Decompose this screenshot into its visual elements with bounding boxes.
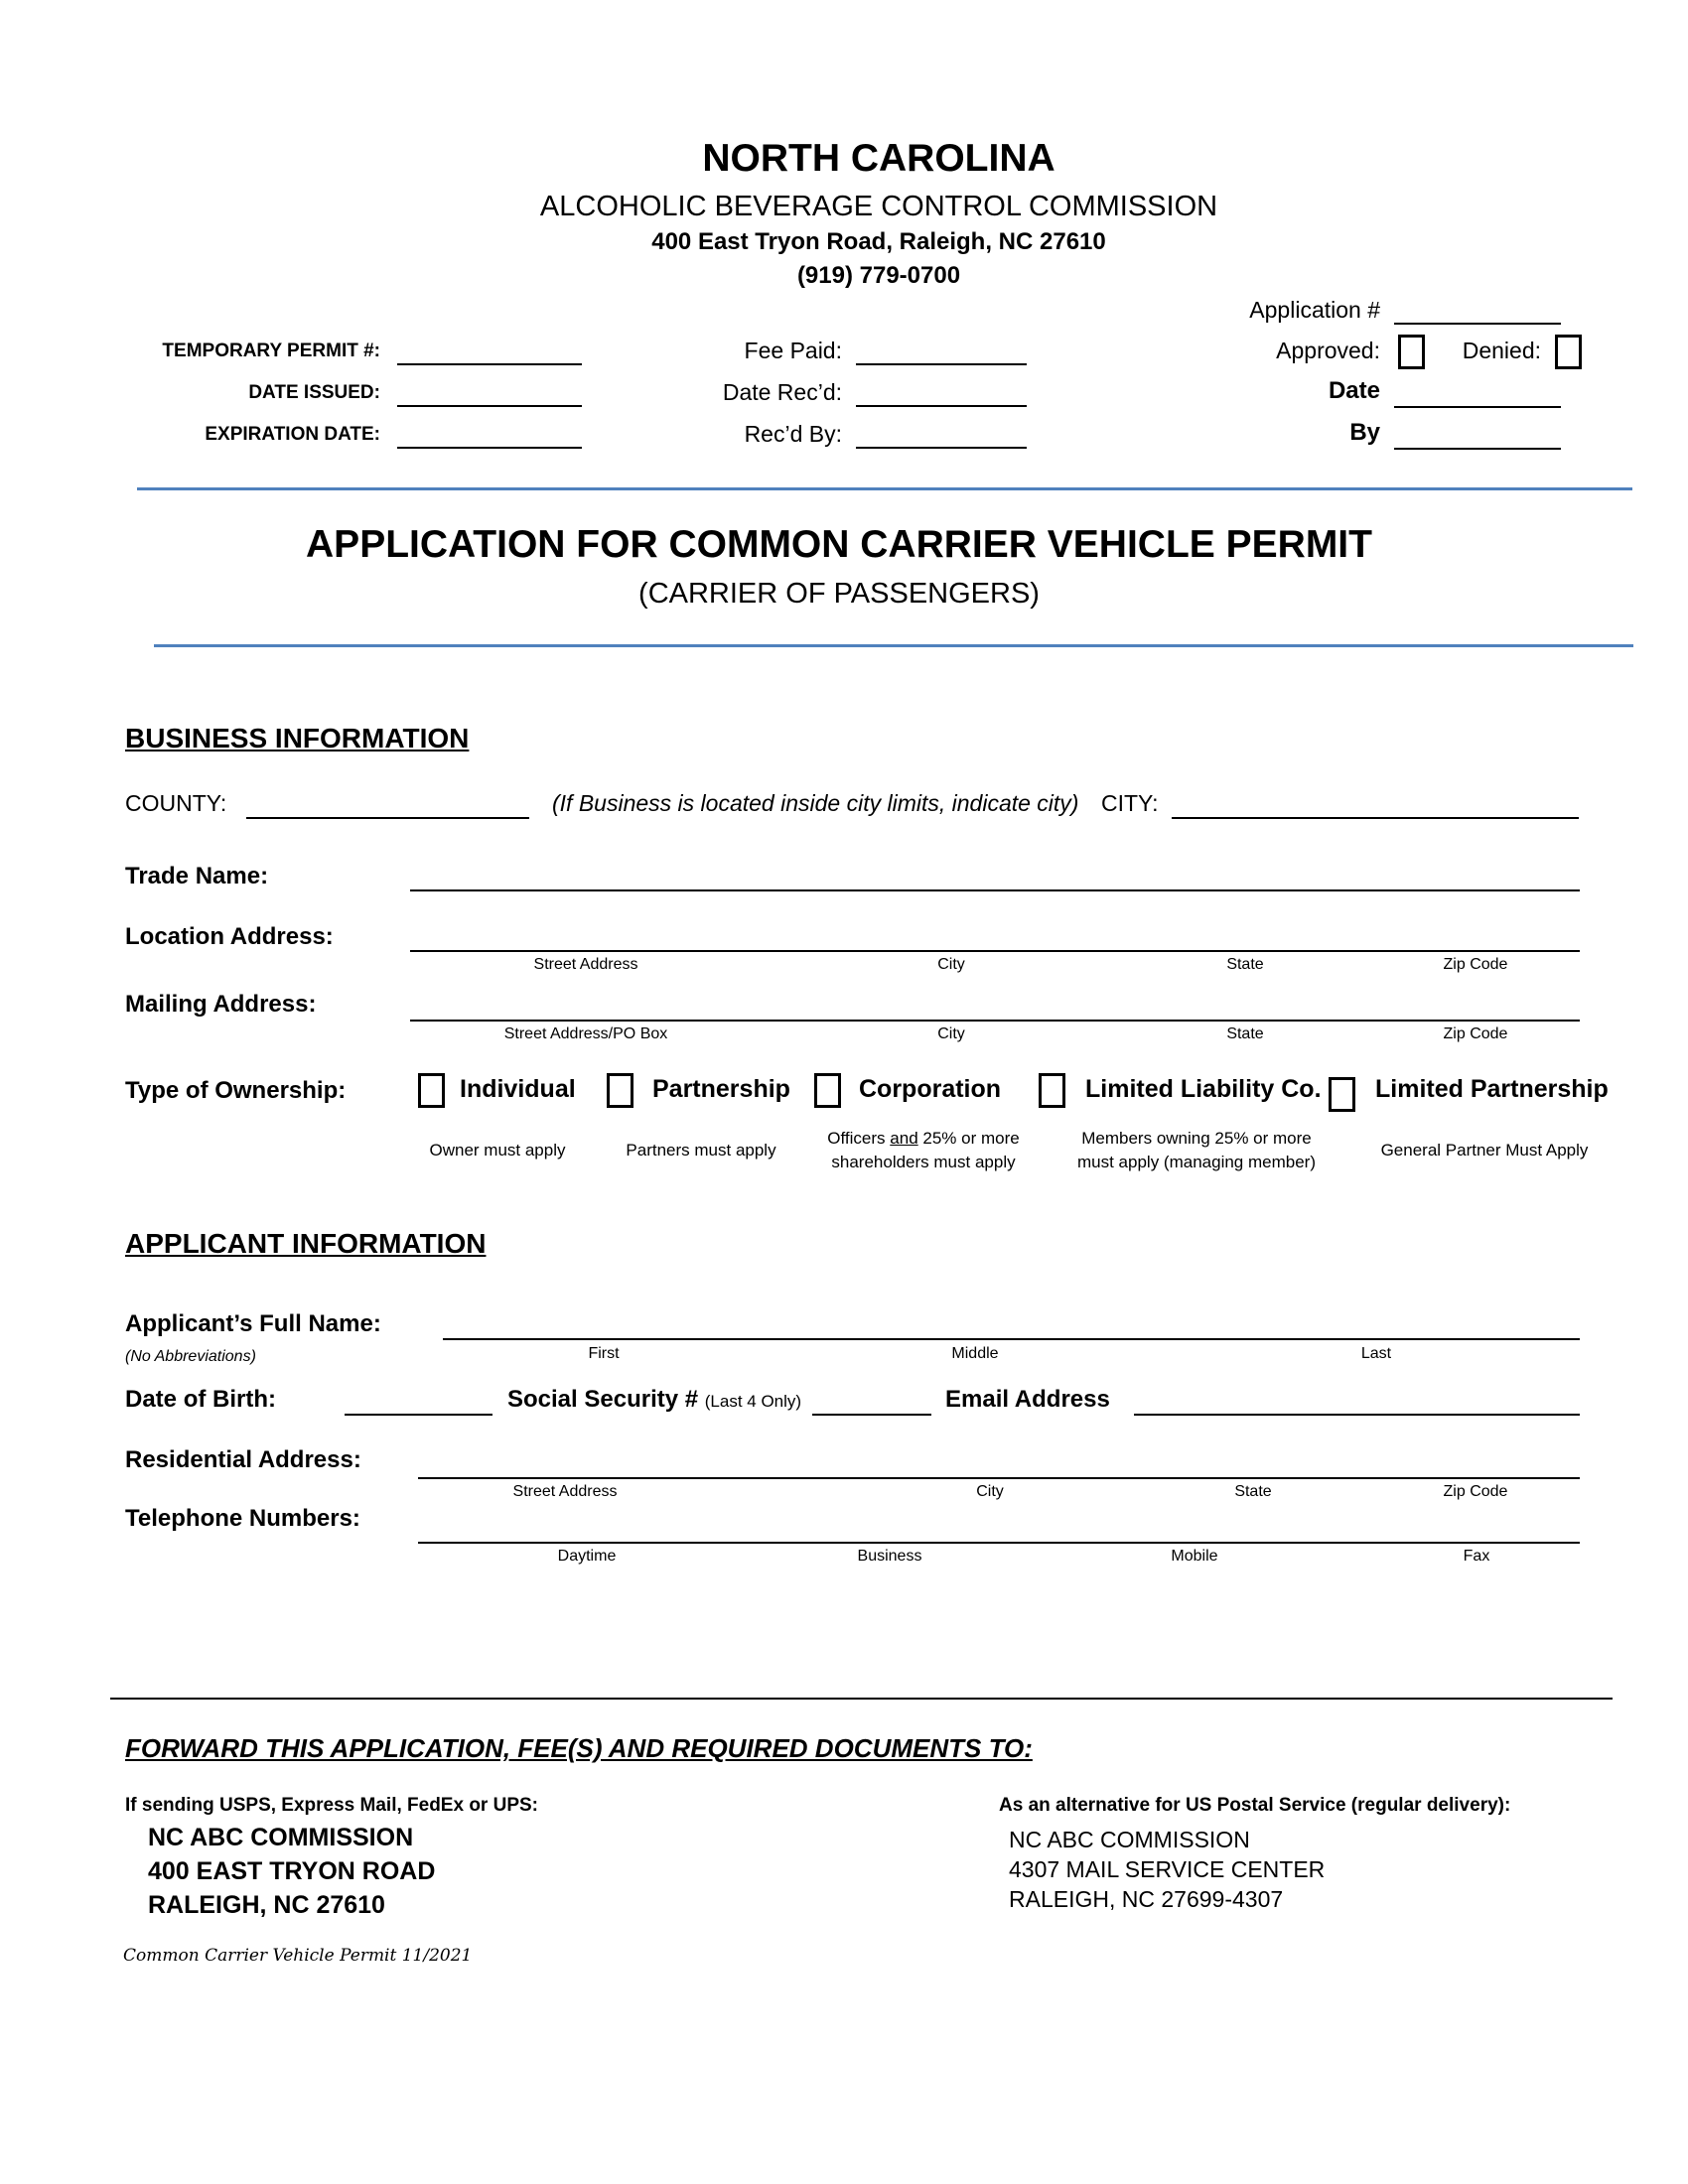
application-no-label: Application # xyxy=(1249,297,1380,323)
title-divider xyxy=(154,644,1633,647)
ownership-individual-note: Owner must apply xyxy=(429,1141,566,1160)
date-field[interactable] xyxy=(1394,406,1561,408)
loc-zip-sub: Zip Code xyxy=(1443,956,1508,973)
date-issued-label: DATE ISSUED: xyxy=(248,382,380,403)
denied-checkbox[interactable] xyxy=(1555,335,1582,369)
location-address-label: Location Address: xyxy=(125,923,334,950)
city-label: CITY: xyxy=(1101,790,1159,816)
date-issued-field[interactable] xyxy=(397,405,582,407)
ownership-corporation-label: Corporation xyxy=(859,1075,1002,1103)
ownership-llc-note2: must apply (managing member) xyxy=(1077,1153,1316,1171)
forward-right-intro: As an alternative for US Postal Service (regular delivery): xyxy=(999,1795,1511,1816)
form-subtitle: (CARRIER OF PASSENGERS) xyxy=(638,578,1040,610)
forward-right-line-2: 4307 MAIL SERVICE CENTER xyxy=(1009,1856,1326,1882)
mail-zip-sub: Zip Code xyxy=(1443,1025,1508,1042)
application-no-field[interactable] xyxy=(1394,323,1561,325)
full-name-label: Applicant’s Full Name: xyxy=(125,1310,381,1337)
ownership-individual-checkbox[interactable] xyxy=(418,1073,445,1108)
full-name-field[interactable] xyxy=(443,1338,1580,1340)
phone-mobile-sub: Mobile xyxy=(1171,1548,1218,1565)
ownership-corporation-note: Officers and 25% or more xyxy=(827,1129,1020,1148)
ownership-label: Type of Ownership: xyxy=(125,1077,347,1104)
ownership-lp-checkbox[interactable] xyxy=(1329,1077,1355,1112)
ownership-partnership-label: Partnership xyxy=(652,1075,790,1103)
mail-city-sub: City xyxy=(937,1025,965,1042)
by-field[interactable] xyxy=(1394,448,1561,450)
date-recd-label: Date Rec’d: xyxy=(722,379,842,405)
phone-fax-sub: Fax xyxy=(1463,1548,1490,1565)
applicant-section-heading: APPLICANT INFORMATION xyxy=(125,1228,487,1259)
mail-state-sub: State xyxy=(1226,1025,1264,1042)
name-last-sub: Last xyxy=(1360,1345,1392,1362)
forward-divider xyxy=(110,1698,1613,1700)
ownership-lp-label: Limited Partnership xyxy=(1375,1075,1609,1103)
loc-street-sub: Street Address xyxy=(533,956,638,973)
res-zip-sub: Zip Code xyxy=(1443,1483,1508,1500)
by-label: By xyxy=(1349,419,1380,446)
recd-by-label: Rec’d By: xyxy=(744,421,842,447)
ownership-llc-checkbox[interactable] xyxy=(1039,1073,1065,1108)
fee-paid-label: Fee Paid: xyxy=(744,338,842,363)
dob-field[interactable] xyxy=(345,1414,492,1416)
ownership-corporation-checkbox[interactable] xyxy=(814,1073,841,1108)
trade-name-field[interactable] xyxy=(410,889,1580,891)
form-title: APPLICATION FOR COMMON CARRIER VEHICLE PERMIT xyxy=(306,523,1372,566)
city-field[interactable] xyxy=(1172,817,1579,819)
phone-business-sub: Business xyxy=(857,1548,922,1565)
date-label: Date xyxy=(1328,377,1380,404)
ownership-llc-label: Limited Liability Co. xyxy=(1085,1075,1322,1103)
city-note: (If Business is located inside city limits, indicate city) xyxy=(552,790,1079,816)
header-address: 400 East Tryon Road, Raleigh, NC 27610 xyxy=(651,228,1106,255)
ownership-partnership-checkbox[interactable] xyxy=(607,1073,633,1108)
res-street-sub: Street Address xyxy=(512,1483,618,1500)
no-abbrev-note: (No Abbreviations) xyxy=(125,1348,256,1365)
res-state-sub: State xyxy=(1234,1483,1272,1500)
res-city-sub: City xyxy=(976,1483,1004,1500)
header-agency: ALCOHOLIC BEVERAGE CONTROL COMMISSION xyxy=(539,191,1218,222)
location-address-field[interactable] xyxy=(410,950,1580,952)
forward-heading: FORWARD THIS APPLICATION, FEE(S) AND REQUIRED DOCUMENTS TO: xyxy=(125,1733,1033,1763)
ownership-corporation-note2: shareholders must apply xyxy=(831,1153,1016,1171)
mailing-address-label: Mailing Address: xyxy=(125,991,317,1018)
loc-state-sub: State xyxy=(1226,956,1264,973)
ownership-llc-note: Members owning 25% or more xyxy=(1081,1129,1312,1148)
denied-label: Denied: xyxy=(1462,338,1541,363)
ownership-lp-note: General Partner Must Apply xyxy=(1380,1141,1589,1160)
county-field[interactable] xyxy=(246,817,529,819)
approved-label: Approved: xyxy=(1276,338,1380,363)
recd-by-field[interactable] xyxy=(856,447,1027,449)
temporary-permit-field[interactable] xyxy=(397,363,582,365)
forward-right-line-1: NC ABC COMMISSION xyxy=(1009,1827,1250,1852)
name-first-sub: First xyxy=(588,1345,620,1362)
fee-paid-field[interactable] xyxy=(856,363,1027,365)
expiration-date-field[interactable] xyxy=(397,447,582,449)
expiration-date-label: EXPIRATION DATE: xyxy=(205,424,380,445)
header-phone: (919) 779-0700 xyxy=(796,262,961,289)
ssn-field[interactable] xyxy=(812,1414,931,1416)
trade-name-label: Trade Name: xyxy=(125,863,269,889)
forward-left-line-3: RALEIGH, NC 27610 xyxy=(148,1891,385,1919)
name-middle-sub: Middle xyxy=(951,1345,999,1362)
telephone-field[interactable] xyxy=(418,1542,1580,1544)
temporary-permit-label: TEMPORARY PERMIT #: xyxy=(162,341,380,361)
email-label: Email Address xyxy=(945,1386,1110,1413)
forward-left-intro: If sending USPS, Express Mail, FedEx or UPS: xyxy=(125,1795,538,1816)
business-section-heading: BUSINESS INFORMATION xyxy=(125,723,470,753)
forward-right-line-3: RALEIGH, NC 27699-4307 xyxy=(1009,1886,1284,1912)
ownership-individual-label: Individual xyxy=(460,1075,576,1103)
residential-address-field[interactable] xyxy=(418,1477,1580,1479)
forward-left-line-2: 400 EAST TRYON ROAD xyxy=(148,1857,436,1885)
phone-daytime-sub: Daytime xyxy=(557,1548,617,1565)
email-field[interactable] xyxy=(1134,1414,1580,1416)
residential-address-label: Residential Address: xyxy=(125,1446,361,1473)
telephone-label: Telephone Numbers: xyxy=(125,1505,360,1532)
mail-street-sub: Street Address/PO Box xyxy=(503,1025,668,1042)
header-divider xyxy=(137,487,1632,490)
loc-city-sub: City xyxy=(937,956,965,973)
ownership-partnership-note: Partners must apply xyxy=(626,1141,776,1160)
footer-form-id: Common Carrier Vehicle Permit 11/2021 xyxy=(123,1946,473,1966)
county-label: COUNTY: xyxy=(125,790,227,816)
date-recd-field[interactable] xyxy=(856,405,1027,407)
dob-label: Date of Birth: xyxy=(125,1386,276,1413)
forward-left-line-1: NC ABC COMMISSION xyxy=(148,1824,414,1851)
ssn-label: Social Security # (Last 4 Only) xyxy=(507,1386,802,1413)
header-state: NORTH CAROLINA xyxy=(702,137,1055,180)
mailing-address-field[interactable] xyxy=(410,1020,1580,1022)
approved-checkbox[interactable] xyxy=(1398,335,1425,369)
